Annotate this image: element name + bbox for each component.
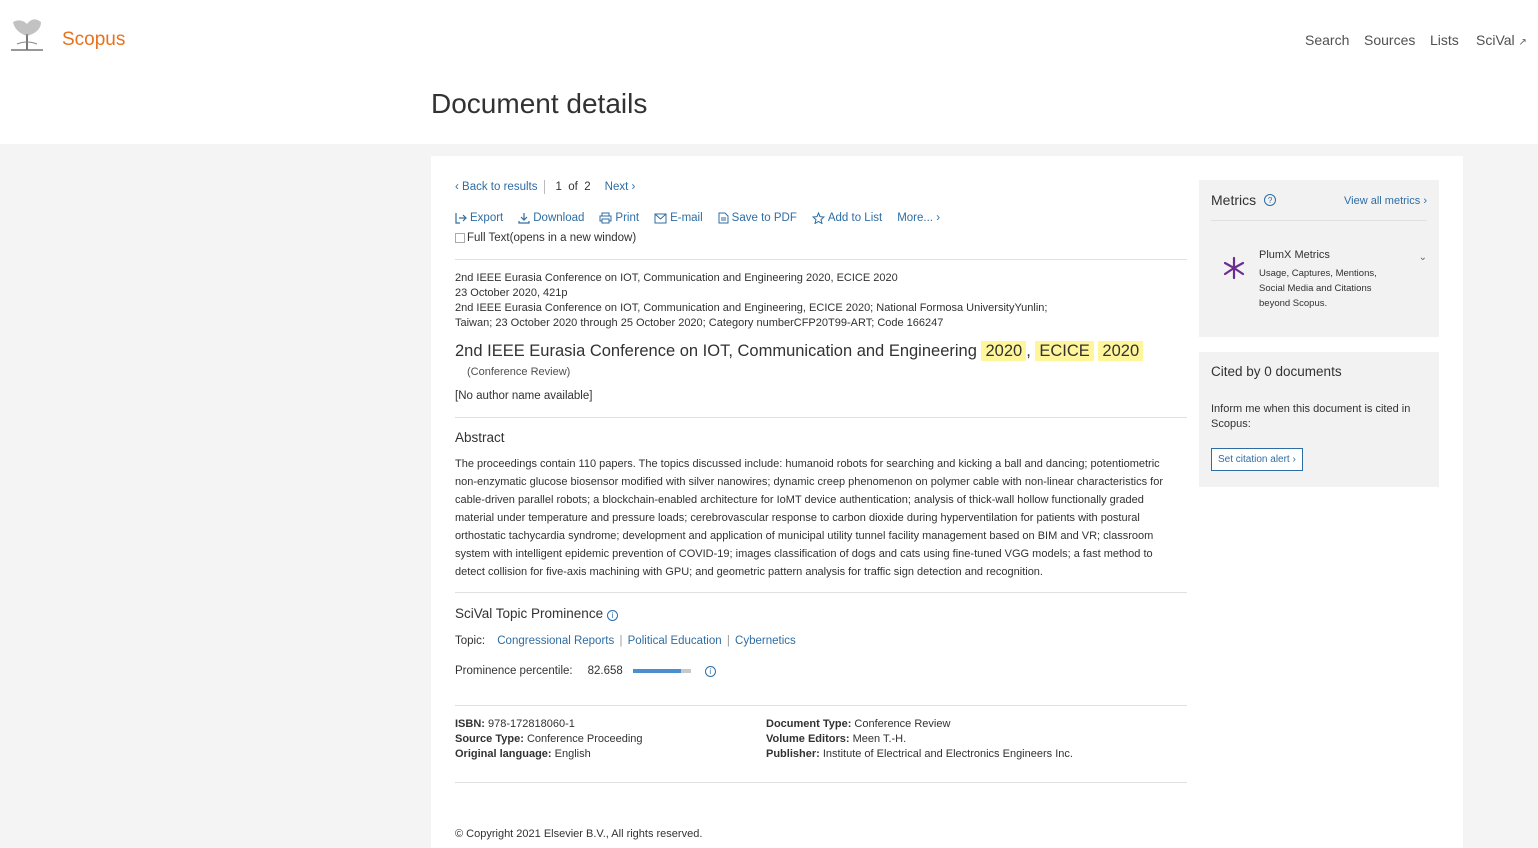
chevron-left-icon: ‹ (455, 181, 459, 193)
more-button[interactable] (897, 212, 940, 224)
metrics-panel (1199, 180, 1439, 337)
language-label: Original language: (455, 748, 552, 760)
chevron-right-icon: › (631, 181, 636, 193)
divider (455, 417, 1187, 418)
scival-heading (455, 606, 618, 621)
topic-row (455, 635, 796, 647)
details-left (455, 717, 755, 762)
title-highlight: 2020 (1098, 341, 1143, 361)
isbn-label: ISBN: (455, 718, 485, 730)
doc-type-label: Document Type: (766, 718, 852, 730)
plumx-description: Usage, Captures, Mentions, Social Media and Citations beyond Scopus. (1259, 268, 1377, 309)
divider (455, 782, 1187, 783)
result-navigation (455, 180, 635, 194)
help-icon[interactable]: ? (1264, 194, 1276, 206)
details-right (766, 717, 1166, 762)
metrics-heading (1211, 192, 1276, 208)
source-info (455, 271, 1047, 331)
divider (455, 259, 1187, 260)
prominence-bar (633, 669, 691, 673)
source-type-value: Conference Proceeding (526, 733, 643, 745)
add-list-label: Add to List (827, 212, 883, 224)
result-pager (555, 181, 590, 193)
divider (455, 705, 1187, 706)
nav-lists[interactable]: Lists (1430, 32, 1459, 48)
download-icon (518, 212, 530, 224)
set-citation-alert-button[interactable] (1211, 448, 1303, 471)
copyright-text: © Copyright 2021 Elsevier B.V., All rights reserved. (455, 828, 703, 840)
citation-alert-text: Inform me when this document is cited in Scopus: (1211, 403, 1411, 430)
topic-link-congressional-reports[interactable]: Congressional Reports (497, 635, 615, 647)
more-label: More... (897, 212, 933, 224)
chevron-right-icon: › (1423, 195, 1427, 207)
back-label: Back to results (462, 181, 538, 193)
view-all-label: View all metrics (1344, 195, 1421, 207)
nav-scival-label: SciVal (1476, 32, 1515, 48)
email-icon (654, 213, 667, 224)
title-highlight: 2020 (981, 341, 1026, 361)
topic-link-political-education[interactable]: Political Education (627, 635, 722, 647)
nav-scival[interactable] (1476, 32, 1527, 48)
topic-separator: | (619, 635, 623, 647)
nav-search[interactable]: Search (1305, 32, 1350, 48)
plumx-icon (1221, 256, 1247, 280)
export-icon (455, 212, 467, 224)
publisher-value: Institute of Electrical and Electronics Engineers Inc. (822, 748, 1073, 760)
topic-link-cybernetics[interactable]: Cybernetics (735, 635, 796, 647)
prominence-bar-fill (633, 669, 681, 673)
divider (1211, 220, 1427, 221)
print-icon (599, 212, 612, 224)
chevron-right-icon: › (1292, 454, 1296, 465)
plumx-title[interactable]: PlumX Metrics (1259, 249, 1330, 261)
alert-button-label: Set citation alert (1218, 454, 1290, 465)
editors-label: Volume Editors: (766, 733, 850, 745)
cited-by-panel (1199, 352, 1439, 487)
print-label: Print (615, 212, 640, 224)
publisher-label: Publisher: (766, 748, 820, 760)
pager-total: 2 (584, 181, 591, 193)
download-button[interactable] (518, 212, 584, 224)
cited-by-title: Cited by 0 documents (1211, 364, 1342, 379)
nav-sources[interactable]: Sources (1364, 32, 1416, 48)
document-title (455, 342, 1143, 361)
info-icon[interactable]: i (607, 610, 618, 621)
divider (455, 592, 1187, 593)
prominence-row (455, 665, 716, 677)
divider (544, 180, 545, 194)
download-label: Download (533, 212, 585, 224)
scopus-logo-link[interactable]: Scopus (62, 29, 126, 50)
document-card (431, 156, 1463, 848)
source-title: 2nd IEEE Eurasia Conference on IOT, Communication and Engineering 2020, ECICE 2020 (455, 272, 898, 284)
author-list: [No author name available] (455, 390, 593, 402)
email-label: E-mail (670, 212, 703, 224)
conference-dates: Taiwan; 23 October 2020 through 25 October 2020; Category numberCFP20T99-ART; Code 166247 (455, 317, 944, 329)
prominence-value: 82.658 (587, 665, 623, 677)
document-type-label: (Conference Review) (467, 366, 571, 378)
pdf-icon (718, 212, 729, 224)
email-button[interactable] (654, 212, 703, 224)
pager-of: of (568, 181, 578, 193)
star-icon (812, 212, 825, 224)
chevron-right-icon: › (936, 212, 941, 224)
abstract-text: The proceedings contain 110 papers. The topics discussed include: humanoid robots for searching and kicking a ball and dancing; potentiometric non-enzymatic glucose biosensor modified with silver nanowires; dynamic creep phenomenon on polymer cable with non-linear characteristics for cable-driven parallel robots; a blockchain-enabled architecture for IoMT device authentication; analysis of thick-wall hollow functionally graded material under temperature and pressure loads; cerebrovascular response to carbon dioxide during hyperventilation for patients with postural orthostatic tachycardia syndrome; development and application of municipal utility tunnel facility management based on BIM and VR; classroom system with intelligent epidemic prevention of COVID-19; images classification of dogs and cats using fine-tuned VGG models; a fast method to detect collision for five-axis machining with GPU; and geometric pattern analysis for traffic sign detection and recognition. (455, 458, 1164, 578)
back-to-results-link[interactable] (455, 181, 537, 193)
header (0, 0, 1538, 144)
print-button[interactable] (599, 212, 639, 224)
topic-separator: | (726, 635, 730, 647)
export-label: Export (470, 212, 504, 224)
pager-current: 1 (555, 181, 562, 193)
metrics-title: Metrics (1211, 192, 1257, 208)
scival-heading-text: SciVal Topic Prominence (455, 606, 604, 621)
editors-value: Meen T.-H. (852, 733, 907, 745)
title-comma: , (1026, 342, 1031, 360)
title-highlight: ECICE (1035, 341, 1093, 361)
title-text: 2nd IEEE Eurasia Conference on IOT, Communication and Engineering (455, 342, 977, 360)
language-value: English (554, 748, 591, 760)
prominence-label: Prominence percentile: (455, 665, 573, 677)
full-text-label: Full Text(opens in a new window) (467, 232, 637, 244)
conference-info: 2nd IEEE Eurasia Conference on IOT, Communication and Engineering, ECICE 2020; National Formosa UniversityYunlin; (455, 302, 1048, 314)
isbn-value: 978-172818060-1 (488, 718, 575, 730)
source-date-pages: 23 October 2020, 421p (455, 287, 568, 299)
topic-label: Topic: (455, 635, 486, 647)
info-icon[interactable]: i (705, 666, 716, 677)
export-button[interactable] (455, 212, 503, 224)
next-label: Next (604, 181, 629, 193)
elsevier-tree-logo-icon[interactable] (7, 14, 47, 52)
doc-type-value: Conference Review (854, 718, 951, 730)
save-to-pdf-button[interactable] (718, 212, 797, 224)
source-type-label: Source Type: (455, 733, 524, 745)
add-to-list-button[interactable] (812, 212, 882, 224)
full-text-link[interactable] (455, 232, 636, 244)
document-toolbar (455, 212, 955, 224)
page-title: Document details (431, 88, 648, 119)
view-all-metrics-link[interactable] (1344, 195, 1427, 207)
save-pdf-label: Save to PDF (731, 212, 797, 224)
external-link-icon: ↗ (1518, 37, 1527, 48)
next-result-link[interactable] (605, 181, 636, 193)
abstract-heading: Abstract (455, 430, 505, 445)
chevron-down-icon[interactable]: ⌄ (1418, 252, 1427, 263)
full-text-image-icon (455, 233, 465, 243)
